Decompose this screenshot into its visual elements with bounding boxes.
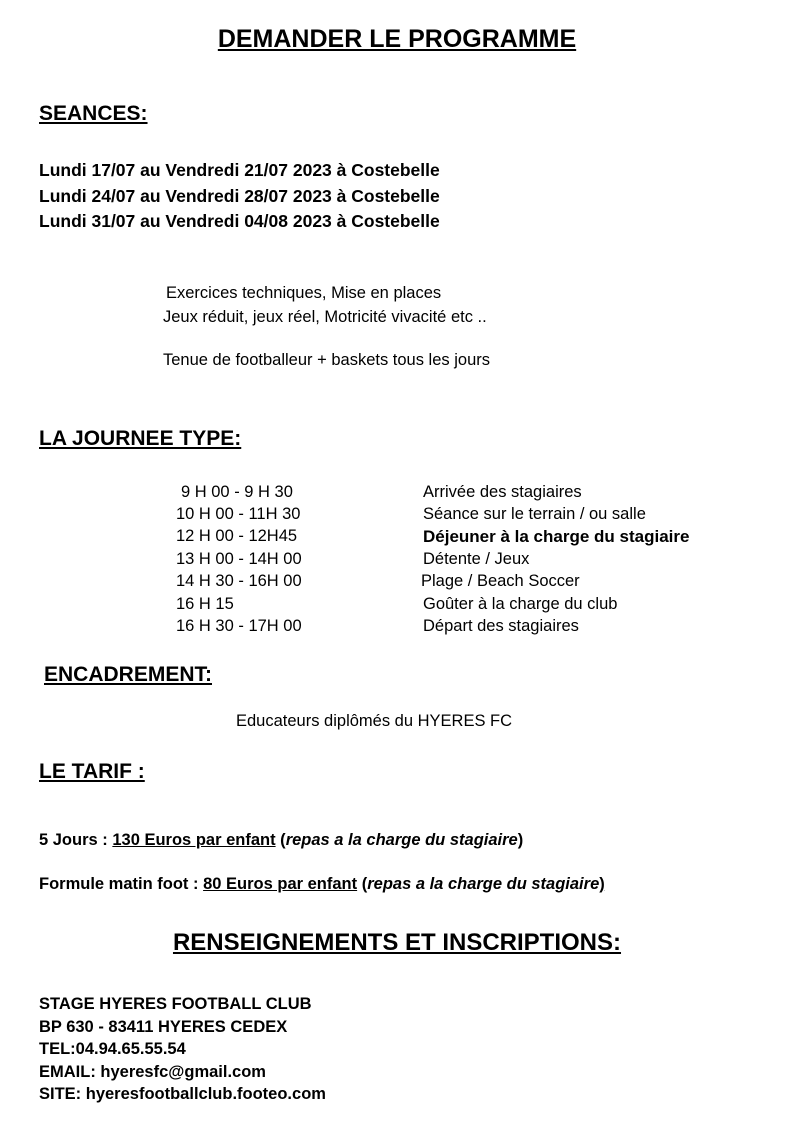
tarif-price: 80 Euros par enfant — [203, 875, 358, 893]
contact-email: EMAIL: hyeresfc@gmail.com — [39, 1062, 266, 1081]
schedule-activity: Séance sur le terrain / ou salle — [423, 505, 646, 523]
seances-heading: SEANCES: — [39, 102, 148, 125]
encadrement-heading: ENCADREMENT: — [44, 663, 212, 686]
contact-club-name: STAGE HYERES FOOTBALL CLUB — [39, 995, 312, 1013]
exercise-description: Exercices techniques, Mise en places — [166, 284, 442, 302]
tarif-note: repas a la charge du stagiaire — [367, 875, 600, 893]
contact-address: BP 630 - 83411 HYERES CEDEX — [39, 1017, 288, 1036]
schedule-time: 16 H 15 — [176, 595, 234, 613]
schedule-activity: Plage / Beach Soccer — [421, 572, 580, 590]
schedule-activity: Arrivée des stagiaires — [423, 483, 582, 501]
schedule-time: 12 H 00 - 12H45 — [176, 527, 298, 545]
tarif-label: Formule matin foot : — [39, 875, 204, 893]
exercise-description: Jeux réduit, jeux réel, Motricité vivacité etc .. — [163, 308, 487, 326]
page-title: DEMANDER LE PROGRAMME — [217, 25, 577, 53]
journee-heading: LA JOURNEE TYPE: — [39, 427, 242, 450]
tarif-paren-open: ( — [275, 831, 286, 849]
info-heading: RENSEIGNEMENTS ET INSCRIPTIONS: — [172, 929, 622, 956]
session-line: Lundi 17/07 au Vendredi 21/07 2023 à Costebelle — [39, 160, 440, 180]
schedule-activity: Départ des stagiaires — [423, 617, 579, 635]
schedule-activity: Déjeuner à la charge du stagiaire — [423, 527, 690, 546]
encadrement-text: Educateurs diplômés du HYERES FC — [236, 712, 513, 730]
session-line: Lundi 24/07 au Vendredi 28/07 2023 à Costebelle — [39, 186, 440, 206]
contact-site: SITE: hyeresfootballclub.footeo.com — [39, 1085, 326, 1103]
tarif-heading: LE TARIF : — [39, 760, 145, 783]
contact-block — [39, 993, 326, 1106]
dress-code: Tenue de footballeur + baskets tous les jours — [163, 351, 490, 369]
tarif-price: 130 Euros par enfant — [112, 831, 276, 849]
schedule-time: 13 H 00 - 14H 00 — [176, 550, 302, 568]
tarif-paren-open: ( — [357, 875, 368, 893]
contact-phone: TEL:04.94.65.55.54 — [39, 1040, 186, 1058]
tarif-line-5-jours — [39, 831, 523, 850]
tarif-note: repas a la charge du stagiaire — [285, 831, 518, 849]
schedule-time: 14 H 30 - 16H 00 — [176, 572, 302, 590]
session-line: Lundi 31/07 au Vendredi 04/08 2023 à Costebelle — [39, 211, 440, 231]
schedule-time: 10 H 00 - 11H 30 — [176, 505, 301, 523]
schedule-time: 9 H 00 - 9 H 30 — [181, 483, 293, 501]
tarif-paren-close: ) — [599, 875, 605, 893]
tarif-paren-close: ) — [517, 831, 524, 849]
tarif-label: 5 Jours : — [39, 831, 113, 849]
schedule-activity: Goûter à la charge du club — [423, 595, 618, 613]
tarif-line-matin-foot — [39, 875, 605, 894]
schedule-time: 16 H 30 - 17H 00 — [176, 617, 302, 635]
schedule-activity: Détente / Jeux — [423, 550, 530, 568]
